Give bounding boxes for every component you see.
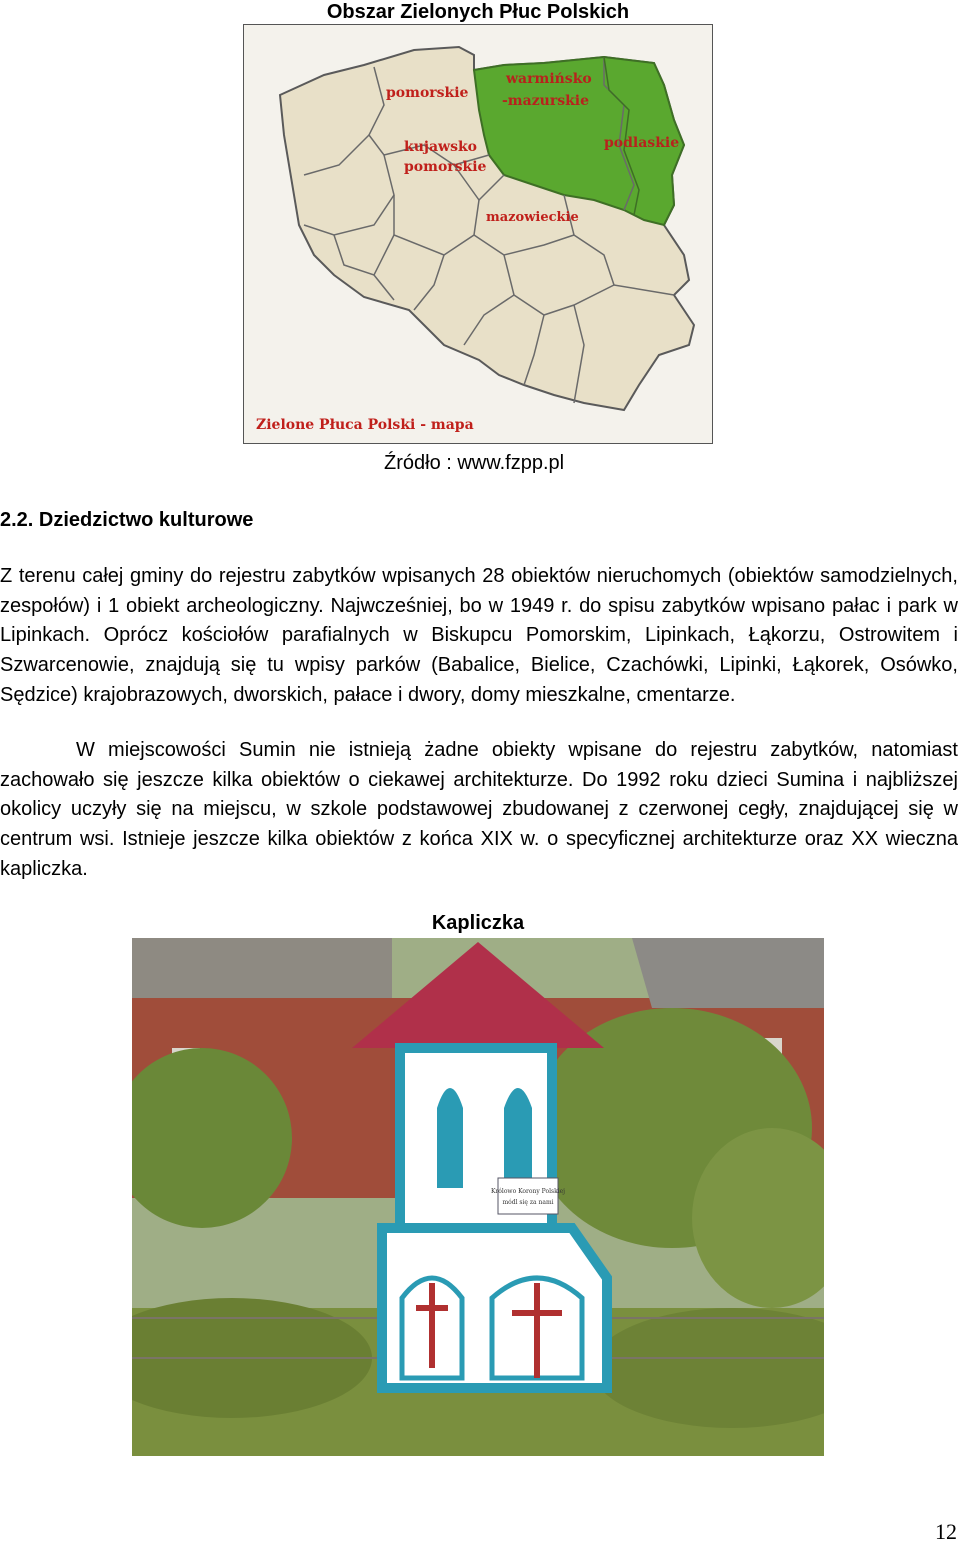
label-kujawsko-1: kujawsko bbox=[404, 139, 477, 155]
label-warminsko-1: warmińsko bbox=[506, 71, 592, 87]
map-image bbox=[243, 24, 713, 444]
plaque-line-1: Królowo Korony Polskiej bbox=[490, 1188, 566, 1195]
label-pomorskie: pomorskie bbox=[386, 85, 469, 101]
map-caption: Zielone Płuca Polski - mapa bbox=[256, 417, 474, 433]
map-source: Źródło : www.fzpp.pl bbox=[384, 452, 565, 474]
chapel-photo bbox=[132, 938, 824, 1456]
section-heading: 2.2. Dziedzictwo kulturowe bbox=[0, 509, 254, 531]
paragraph-2: W miejscowości Sumin nie istnieją żadne obiekty wpisane do rejestru zabytków, natomiast zachowało się jeszcze kilka obiektów o ciekawej architekturze. Do 1992 roku dzieci Sumina i najbliższej okolicy uczyły się na miejscu, w szkole podstawowej zbudowanej z czerwonej cegły, znajdującej się w centrum wsi. Istnieje jeszcze kilka obiektów z końca XIX w. o specyficznej architekturze oraz XX wieczna kapliczka. bbox=[0, 739, 958, 880]
paragraph-1: Z terenu całej gminy do rejestru zabytków wpisanych 28 obiektów nieruchomych (obiektów samodzielnych, zespołów) i 1 obiekt archeologiczny. Najwcześniej, bo w 1949 r. do spisu zabytków wpisano pałac i park w Lipinkach. Oprócz kościołów parafialnych w Biskupcu Pomorskim, Lipinkach, Łąkorzu, Ostrowitem i Szwarcenowie, znajdują się tu wpisy parków (Babalice, Bielice, Czachówki, Lipinki, Łąkorek, Osówko, Sędzice) krajobrazowych, dworskich, pałace i dwory, domy mieszkalne, cmentarze. bbox=[0, 565, 958, 706]
label-podlaskie: podlaskie bbox=[604, 135, 680, 151]
label-warminsko-2: -mazurskie bbox=[502, 93, 590, 109]
label-kujawsko-2: pomorskie bbox=[404, 159, 487, 175]
label-mazowieckie: mazowieckie bbox=[486, 210, 579, 225]
page-number: 12 bbox=[935, 1519, 957, 1544]
photo-title: Kapliczka bbox=[431, 912, 525, 934]
plaque-line-2: módl się za nami bbox=[502, 1199, 554, 1206]
figure-title: Obszar Zielonych Płuc Polskich bbox=[326, 1, 630, 23]
